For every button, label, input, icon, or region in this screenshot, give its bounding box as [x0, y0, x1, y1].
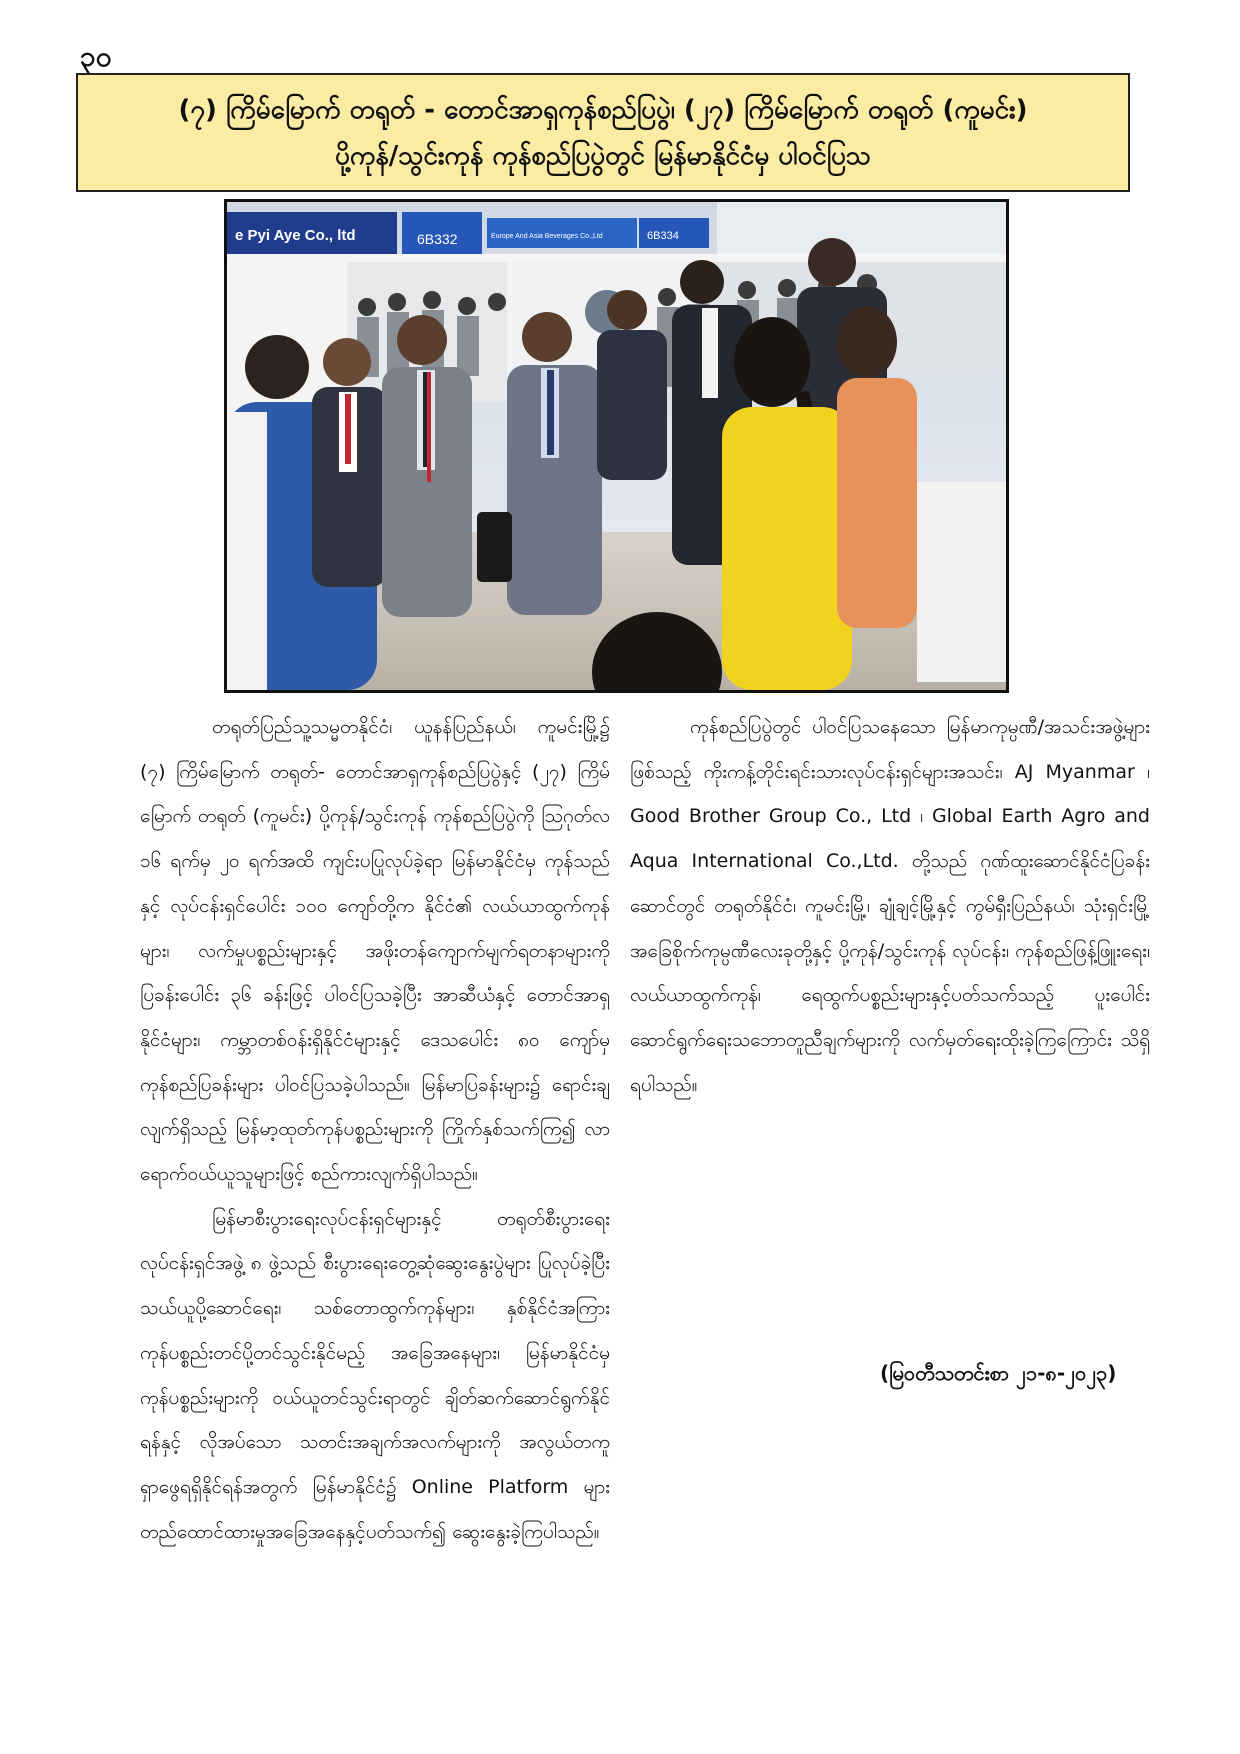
booth-sign-company: e Pyi Aye Co., ltd	[235, 227, 356, 244]
article-right-column	[630, 705, 1150, 1107]
article-paragraph-1: တရုတ်ပြည်သူ့သမ္မတနိုင်ငံ၊ ယူနန်ပြည်နယ်၊ ကူမင်းမြို့၌ (၇) ကြိမ်မြောက် တရုတ်- တောင်အာရှကုန်စည်ပြပွဲနှင့် (၂၇) ကြိမ်မြောက် တရုတ် (ကူမင်း) ပို့ကုန်/သွင်းကုန် ကုန်စည်ပြပွဲကို ဩဂုတ်လ ၁၆ ရက်မှ ၂၀ ရက်အထိ ကျင်းပပြုလုပ်ခဲ့ရာ မြန်မာနိုင်ငံမှ ကုန်သည်နှင့် လုပ်ငန်းရှင်ပေါင်း ၁၀၀ ကျော်တို့က နိုင်ငံ၏ လယ်ယာထွက်ကုန်များ၊ လက်မှုပစ္စည်းများနှင့် အဖိုးတန်ကျောက်မျက်ရတနာများကို ပြခန်းပေါင်း ၃၆ ခန်းဖြင့် ပါဝင်ပြသခဲ့ပြီး အာဆီယံနှင့် တောင်အာရှနိုင်ငံများ၊ ကမ္ဘာတစ်ဝန်းရှိနိုင်ငံများနှင့် ဒေသပေါင်း ၈၀ ကျော်မှ ကုန်စည်ပြခန်းများ ပါဝင်ပြသခဲ့ပါသည်။ မြန်မာပြခန်းများ၌ ရောင်းချလျက်ရှိသည့် မြန်မာ့ထုတ်ကုန်ပစ္စည်းများကို ကြိုက်နှစ်သက်ကြ၍ လာရောက်ဝယ်ယူသူများဖြင့် စည်ကားလျက်ရှိပါသည်။	[140, 716, 610, 1186]
booth-sign-number-2: 6B334	[647, 230, 679, 242]
exhibition-photo	[224, 199, 1009, 693]
page-number: ၃၀	[80, 40, 112, 73]
title-line-2: ပို့ကုန်/သွင်းကုန် ကုန်စည်ပြပွဲတွင် မြန်မာနိုင်ငံမှ ပါဝင်ပြသ	[335, 140, 871, 171]
title-line-1: (၇) ကြိမ်မြောက် တရုတ် - တောင်အာရှကုန်စည်ပြပွဲ၊ (၂၇) ကြိမ်မြောက် တရုတ် (ကူမင်း)	[178, 94, 1028, 125]
article-paragraph-3: ကုန်စည်ပြပွဲတွင် ပါဝင်ပြသနေသော မြန်မာကုမ္ပဏီ/အသင်းအဖွဲ့များဖြစ်သည့် ကိုးကန့်တိုင်းရင်းသားလုပ်ငန်းရှင်များအသင်း၊ AJ Myanmar ၊ Good Brother Group Co., Ltd ၊ Global Earth Agro and Aqua International Co.,Ltd. တို့သည် ဂုဏ်ထူးဆောင်နိုင်ငံပြခန်းဆောင်တွင် တရုတ်နိုင်ငံ၊ ကူမင်းမြို့၊ ချုံချင့်မြို့နှင့် ကွမ်ရှီးပြည်နယ်၊ သုံးရှင်းမြို့အခြေစိုက်ကုမ္ပဏီလေးခုတို့နှင့် ပို့ကုန်/သွင်းကုန် လုပ်ငန်း၊ ကုန်စည်ဖြန့်ဖြူးရေး၊ လယ်ယာထွက်ကုန်၊ ရေထွက်ပစ္စည်းများနှင့်ပတ်သက်သည့် ပူးပေါင်းဆောင်ရွက်ရေးသဘောတူညီချက်များကို လက်မှတ်ရေးထိုးခဲ့ကြကြောင်း သိရှိရပါသည်။	[630, 716, 1150, 1096]
title-box	[76, 73, 1130, 192]
source-citation: (မြဝတီသတင်းစာ ၂၁-၈-၂၀၂၃)	[880, 1361, 1117, 1385]
article-paragraph-2: မြန်မာစီးပွားရေးလုပ်ငန်းရှင်များနှင့် တရုတ်စီးပွားရေးလုပ်ငန်းရှင်အဖွဲ့ ၈ ဖွဲ့သည် စီးပွားရေးတွေ့ဆုံဆွေးနွေးပွဲများ ပြုလုပ်ခဲ့ပြီး သယ်ယူပို့ဆောင်ရေး၊ သစ်တောထွက်ကုန်များ၊ နှစ်နိုင်ငံအကြား ကုန်ပစ္စည်းတင်ပို့တင်သွင်းနိုင်မည့် အခြေအနေများ၊ မြန်မာနိုင်ငံမှ ကုန်ပစ္စည်းများကို ဝယ်ယူတင်သွင်းရာတွင် ချိတ်ဆက်ဆောင်ရွက်နိုင်ရန်နှင့် လိုအပ်သော သတင်းအချက်အလက်များကို အလွယ်တကူရှာဖွေရရှိနိုင်ရန်အတွက် မြန်မာနိုင်ငံ၌ Online Platform များ တည်ထောင်ထားမှုအခြေအနေနှင့်ပတ်သက်၍ ဆွေးနွေးခဲ့ကြပါသည်။	[140, 1207, 610, 1543]
article-left-column	[140, 705, 610, 1554]
booth-sign-number-1: 6B332	[417, 231, 458, 247]
booth-sign-company-2: Europe And Asia Beverages Co.,Ltd	[491, 233, 603, 240]
